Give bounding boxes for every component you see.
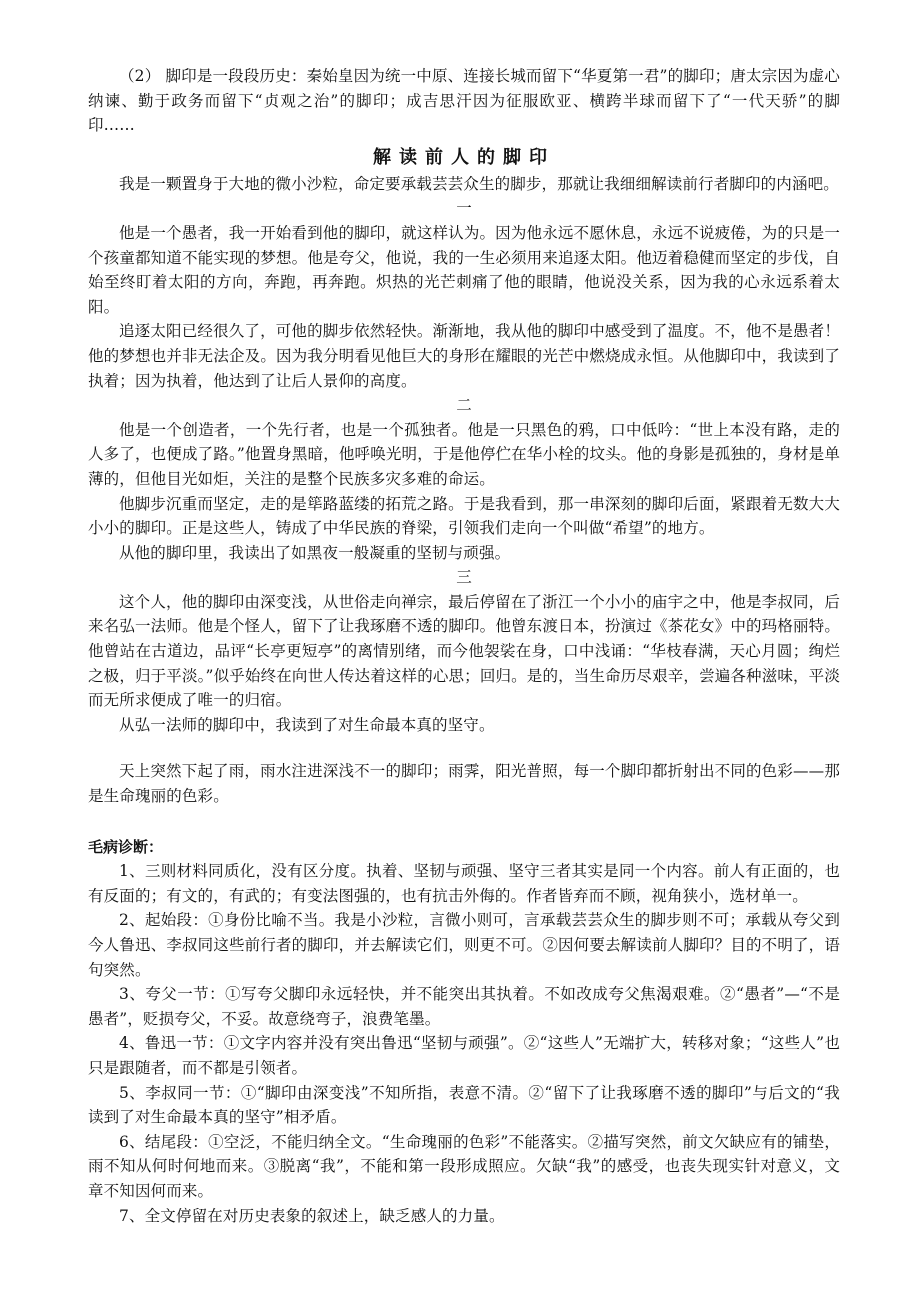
diagnosis-heading: 毛病诊断： — [88, 837, 164, 856]
diagnosis-item: 5、李叔同一节：①“脚印由深变浅”不知所指，表意不清。②“留下了让我琢磨不透的脚印”与后文的“我读到了对生命最本真的坚守”相矛盾。 — [88, 1083, 840, 1127]
essay-opening-paragraph: 我是一颗置身于大地的微小沙粒，命定要承载芸芸众生的脚步，那就让我细细解读前行者脚印的内涵吧。 — [119, 174, 839, 193]
section-paragraph: 从弘一法师的脚印中，我读到了对生命最本真的坚守。 — [119, 715, 495, 734]
intro-paragraph: （2） 脚印是一段段历史：秦始皇因为统一中原、连接长城而留下“华夏第一君”的脚印；唐太宗因为虚心纳谏、勤于政务而留下“贞观之治”的脚印；成吉思汗因为征服欧亚、横跨半球而留下了“一代天骄”的脚印…… — [88, 67, 840, 135]
section-paragraph: 他是一个创造者，一个先行者，也是一个孤独者。他是一只黑色的鸦，口中低吟：“世上本没有路，走的人多了，也便成了路。”他置身黑暗，他呼唤光明，于是他停伫在华小栓的坟头。他的身影是孤独的，身材是单薄的，但他目光如炬，关注的是整个民族多灾多难的命运。 — [88, 420, 840, 488]
section-paragraph: 这个人，他的脚印由深变浅，从世俗走向禅宗，最后停留在了浙江一个小小的庙宇之中，他是李叔同，后来名弘一法师。他是个怪人，留下了让我琢磨不透的脚印。他曾东渡日本，扮演过《茶花女》中的玛格丽特。他曾站在古道边，品评“长亭更短亭”的离情别绪，而今他袈裟在身，口中浅诵：“华枝春满，天心月圆；绚烂之极，归于平淡。”似乎始终在向世人传达着这样的心思；回归。是的，当生命历尽艰辛，尝遍各种滋味，平淡而无所求便成了唯一的归宿。 — [88, 592, 840, 710]
essay-closing-paragraph: 天上突然下起了雨，雨水注进深浅不一的脚印；雨霁，阳光普照，每一个脚印都折射出不同的色彩——那是生命瑰丽的色彩。 — [88, 762, 840, 806]
section-number: 三 — [456, 568, 472, 587]
document-page — [88, 64, 840, 1228]
section-paragraph: 他脚步沉重而坚定，走的是筚路蓝缕的拓荒之路。于是我看到，那一串深刻的脚印后面，紧跟着无数大大小小的脚印。正是这些人，铸成了中华民族的脊梁，引领我们走向一个叫做“希望”的地方。 — [88, 494, 840, 538]
essay-title: 解读前人的脚印 — [373, 146, 555, 168]
diagnosis-item: 7、全文停留在对历史表象的叙述上，缺乏感人的力量。 — [119, 1206, 505, 1225]
spacer — [88, 737, 840, 759]
section-number: 一 — [456, 199, 472, 218]
spacer — [88, 809, 840, 835]
diagnosis-item: 1、三则材料同质化，没有区分度。执着、坚韧与顽强、坚守三者其实是同一个内容。前人有正面的，也有反面的；有文的，有武的；有变法图强的，也有抗击外侮的。作者皆弃而不顾，视角狭小，选材单一。 — [88, 862, 840, 905]
diagnosis-item: 3、夸父一节：①写夸父脚印永远轻快，并不能突出其执着。不如改成夸父焦渴艰难。②“愚者”—“不是愚者”，贬损夸父，不妥。故意绕弯子，浪费笔墨。 — [88, 985, 840, 1028]
section-paragraph: 追逐太阳已经很久了，可他的脚步依然轻快。渐渐地，我从他的脚印中感受到了温度。不，他不是愚者！他的梦想也并非无法企及。因为我分明看见他巨大的身形在耀眼的光芒中燃烧成永恒。从他脚印中，我读到了执着；因为执着，他达到了让后人景仰的高度。 — [88, 322, 840, 390]
diagnosis-item: 2、起始段：①身份比喻不当。我是小沙粒，言微小则可，言承载芸芸众生的脚步则不可；承载从夸父到今人鲁迅、李叔同这些前行者的脚印，并去解读它们，则更不可。②因何要去解读前人脚印？目的不明了，语句突然。 — [88, 911, 840, 979]
section-paragraph: 他是一个愚者，我一开始看到他的脚印，就这样认为。因为他永远不愿休息，永远不说疲倦，为的只是一个孩童都知道不能实现的梦想。他是夸父，他说，我的一生必须用来追逐太阳。他迈着稳健而坚定的步伐，自始至终盯着太阳的方向，奔跑，再奔跑。炽热的光芒刺痛了他的眼睛，他说没关系，因为我的心永远系着太阳。 — [88, 223, 840, 316]
diagnosis-item: 4、鲁迅一节：①文字内容并没有突出鲁迅“坚韧与顽强”。②“这些人”无端扩大，转移对象；“这些人”也只是跟随者，而不都是引领者。 — [88, 1034, 840, 1077]
section-paragraph: 从他的脚印里，我读出了如黑夜一般凝重的坚韧与顽强。 — [119, 543, 511, 562]
section-number: 二 — [456, 396, 472, 415]
diagnosis-item: 6、结尾段：①空泛，不能归纳全文。“生命瑰丽的色彩”不能落实。②描写突然，前文欠缺应有的铺垫，雨不知从何时何地而来。③脱离“我”，不能和第一段形成照应。欠缺“我”的感受，也丧失现实针对意义，文章不知因何而来。 — [88, 1132, 840, 1200]
